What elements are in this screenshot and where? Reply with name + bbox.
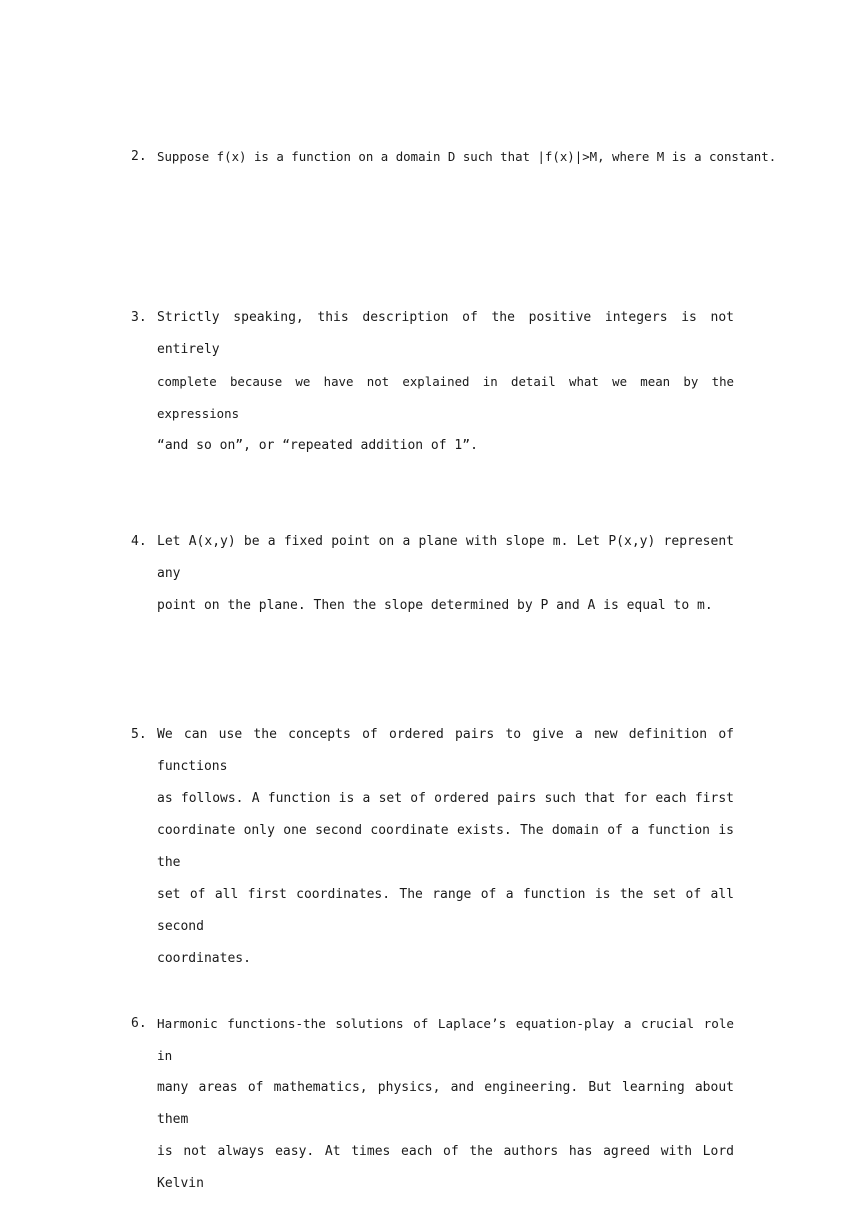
text-line: Let A(x,y) be a fixed point on a plane with slope m. Let P(x,y) represent any [157, 534, 734, 581]
text-line: coordinate only one second coordinate exists. The domain of a function is the [157, 823, 734, 870]
text-line: Strictly speaking, this description of the positive integers is not entirely [157, 310, 734, 357]
item-text [157, 526, 734, 622]
item-text [157, 302, 734, 462]
text-line: Harmonic functions-the solutions of Laplace’s equation-play a crucial role in [157, 1016, 734, 1063]
item-number: 2. [131, 149, 147, 164]
text-line: point on the plane. Then the slope determined by P and A is equal to m. [157, 598, 713, 613]
item-number: 5. [131, 727, 147, 742]
text-line: is not always easy. At times each of the authors has agreed with Lord Kelvin [157, 1144, 734, 1191]
text-line: set of all first coordinates. The range of a function is the set of all second [157, 887, 734, 934]
text-line: coordinates. [157, 951, 251, 966]
text-line: Suppose f(x) is a function on a domain D such that |f(x)|>M, where M is a constant. [157, 149, 777, 164]
list-item-6 [131, 1008, 734, 1200]
item-text [157, 719, 734, 975]
item-number: 3. [131, 310, 147, 325]
list-item-4 [131, 526, 734, 622]
text-line: “and so on”, or “repeated addition of 1”. [157, 438, 478, 453]
item-text [157, 141, 777, 173]
list-item-3 [131, 302, 734, 462]
text-line: many areas of mathematics, physics, and engineering. But learning about them [157, 1080, 734, 1127]
item-text [157, 1008, 734, 1200]
list-item-2 [131, 141, 777, 173]
item-number: 4. [131, 534, 147, 549]
text-line: complete because we have not explained in detail what we mean by the expressions [157, 374, 734, 421]
list-item-5 [131, 719, 734, 975]
text-line: as follows. A function is a set of ordered pairs such that for each first [157, 791, 734, 806]
item-number: 6. [131, 1016, 147, 1031]
text-line: We can use the concepts of ordered pairs to give a new definition of functions [157, 727, 734, 774]
